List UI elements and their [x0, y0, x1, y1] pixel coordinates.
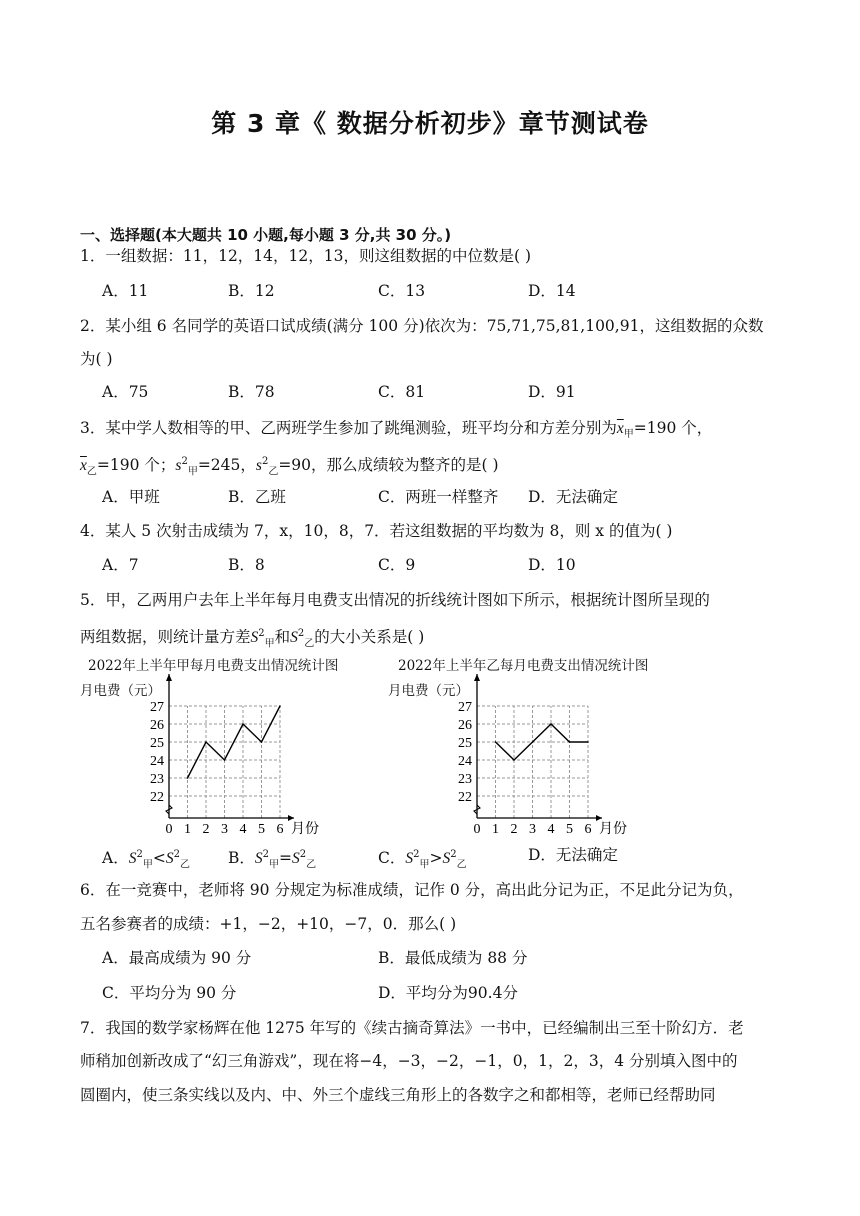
x-tick-label: 5	[566, 822, 573, 837]
question-5-line-2: 两组数据，则统计量方差$S^2_甲$和$S^2_乙$的大小关系是( )	[80, 628, 425, 650]
q3-option-b: B．乙班	[228, 488, 286, 506]
x-tick-label: 0	[473, 822, 481, 837]
x-tick-label: 1	[492, 822, 499, 837]
q5-option-b: B．$S^2_甲=S^2_乙$	[228, 849, 317, 871]
y-tick-label: 27	[458, 700, 472, 715]
q3-text-e: =90，那么成绩较为整齐的是( )	[278, 456, 499, 475]
y-tick-label: 25	[458, 736, 472, 751]
q6-option-c: C．平均分为 90 分	[102, 984, 237, 1002]
data-point	[495, 741, 497, 743]
q5-yi-sub: 乙	[304, 638, 315, 650]
question-5-line-1: 5．甲，乙两用户去年上半年每月电费支出情况的折线统计图如下所示，根据统计图所呈现的	[80, 591, 710, 609]
question-6-line-1: 6．在一竞赛中，老师将 90 分规定为标准成绩，记作 0 分，高出此分记为正，不足此分记为负，	[80, 881, 744, 899]
chart-1-ylabel: 月电费（元）	[80, 683, 161, 699]
chart-1	[140, 668, 320, 838]
q3-xbar-jia: $\overline{x}$	[616, 420, 624, 437]
data-point	[242, 723, 244, 725]
x-tick-label: 3	[529, 822, 536, 837]
y-tick-label: 24	[150, 754, 164, 769]
q3-s-jia-sub: 甲	[187, 466, 198, 478]
y-tick-label: 26	[150, 718, 164, 733]
q3-jia-sub: 甲	[623, 429, 634, 441]
x-tick-label: 2	[202, 822, 210, 837]
q3-option-d: D．无法确定	[528, 488, 618, 506]
y-tick-label: 23	[150, 772, 164, 787]
y-axis-arrow	[166, 674, 172, 681]
data-point	[205, 741, 207, 743]
x-tick-label: 5	[258, 822, 265, 837]
q3-text-a: 3．某中学人数相等的甲、乙两班学生参加了跳绳测验，班平均分和方差分别为	[80, 419, 617, 437]
x-tick-label: 6	[584, 822, 592, 837]
q1-option-c: C．13	[378, 282, 426, 300]
x-tick-label: 0	[165, 822, 173, 837]
x-tick-label: 4	[547, 822, 555, 837]
q3-yi-sub: 乙	[86, 466, 97, 478]
y-axis-arrow	[474, 674, 480, 681]
chart-1-title: 2022年上半年甲每月电费支出情况统计图	[88, 658, 339, 674]
q6-option-d: D．平均分为90.4分	[378, 984, 518, 1002]
y-tick-label: 22	[150, 790, 164, 805]
q3-text-d: =245，	[197, 456, 256, 475]
q5-text-c: 的大小关系是( )	[314, 628, 425, 647]
data-point	[279, 705, 281, 707]
q3-s-jia: s	[175, 457, 182, 475]
data-point	[187, 777, 189, 779]
chart-2	[448, 668, 628, 838]
y-tick-label: 26	[458, 718, 472, 733]
q5-option-a: A．$S^2_甲<S^2_乙$	[102, 849, 190, 871]
data-point	[550, 723, 552, 725]
question-7-line-3: 圆圈内，使三条实线以及内、中、外三个虚线三角形上的各数字之和都相等，老师已经帮助同	[80, 1086, 716, 1104]
q3-s-yi-sub: 乙	[268, 466, 279, 478]
q4-option-c: C．9	[378, 556, 416, 574]
q5-text-a: 两组数据，则统计量方差	[80, 628, 251, 647]
question-7-line-1: 7．我国的数学家杨辉在他 1275 年写的《续古摘奇算法》一书中，已经编制出三至十阶幻方．老	[80, 1019, 744, 1037]
x-axis-label: 月份	[291, 821, 319, 837]
q1-option-b: B．12	[228, 282, 275, 300]
page-title: 第 3 章《 数据分析初步》章节测试卷	[211, 109, 649, 138]
x-tick-label: 1	[184, 822, 191, 837]
x-tick-label: 6	[276, 822, 284, 837]
x-tick-label: 3	[221, 822, 228, 837]
q2-option-b: B．78	[228, 383, 275, 401]
y-tick-label: 25	[150, 736, 164, 751]
q3-text-b: =190 个，	[633, 419, 713, 437]
q3-s-yi: s	[255, 457, 262, 475]
x-axis-label: 月份	[599, 821, 627, 837]
data-point	[224, 759, 226, 761]
q4-option-d: D．10	[528, 556, 576, 574]
question-3-line-2: $\overline{x}_乙=190$ 个；$s^2_甲=245$，$s^2_乙=90$，那么成绩较为整齐的是( )	[80, 456, 499, 478]
q6-option-b: B．最低成绩为 88 分	[378, 949, 528, 967]
q5-text-b: 和	[274, 628, 291, 647]
q3-xbar-yi: $\overline{x}$	[80, 457, 87, 475]
x-tick-label: 4	[239, 822, 247, 837]
q5-option-c: C．$S^2_甲>S^2_乙$	[378, 849, 467, 871]
question-7-line-2: 师稍加创新改成了“幻三角游戏”，现在将−4，−3，−2，−1，0，1，2，3，4 分别填入图中的	[80, 1052, 738, 1070]
q3-option-c: C．两班一样整齐	[378, 488, 499, 506]
q2-option-c: C．81	[378, 383, 426, 401]
chart-2-ylabel: 月电费（元）	[388, 683, 469, 699]
q2-option-a: A．75	[102, 383, 149, 401]
question-4: 4．某人 5 次射击成绩为 7，x，10，8，7．若这组数据的平均数为 8，则 x 的值为( )	[80, 522, 673, 540]
question-1: 1．一组数据：11，12，14，12，13，则这组数据的中位数是( )	[80, 247, 532, 265]
question-2-line-2: 为( )	[80, 350, 113, 368]
q4-option-a: A．7	[102, 556, 139, 574]
data-point	[587, 741, 589, 743]
chart-2-title: 2022年上半年乙每月电费支出情况统计图	[398, 658, 649, 674]
y-tick-label: 23	[458, 772, 472, 787]
question-3-line-1	[80, 418, 712, 445]
y-tick-label: 27	[150, 700, 164, 715]
q1-option-a: A．11	[102, 282, 149, 300]
y-tick-label: 22	[458, 790, 472, 805]
y-tick-label: 24	[458, 754, 472, 769]
q6-option-a: A．最高成绩为 90 分	[102, 949, 252, 967]
q3-text-c: =190 个；	[96, 456, 176, 475]
q3-option-a: A．甲班	[102, 488, 160, 506]
data-point	[569, 741, 571, 743]
x-tick-label: 2	[510, 822, 518, 837]
data-point	[261, 741, 263, 743]
q5-option-d: D．无法确定	[528, 846, 618, 864]
q2-option-d: D．91	[528, 383, 576, 401]
data-point	[513, 759, 515, 761]
section-heading: 一、选择题(本大题共 10 小题,每小题 3 分,共 30 分。)	[80, 226, 452, 244]
q1-option-d: D．14	[528, 282, 576, 300]
q5-jia-sub: 甲	[264, 638, 275, 650]
q4-option-b: B．8	[228, 556, 265, 574]
question-2-line-1: 2．某小组 6 名同学的英语口试成绩(满分 100 分)依次为：75,71,75,81,100,91，这组数据的众数	[80, 317, 764, 335]
data-point	[532, 741, 534, 743]
question-6-line-2: 五名参赛者的成绩：+1，−2，+10，−7，0．那么( )	[80, 915, 457, 933]
